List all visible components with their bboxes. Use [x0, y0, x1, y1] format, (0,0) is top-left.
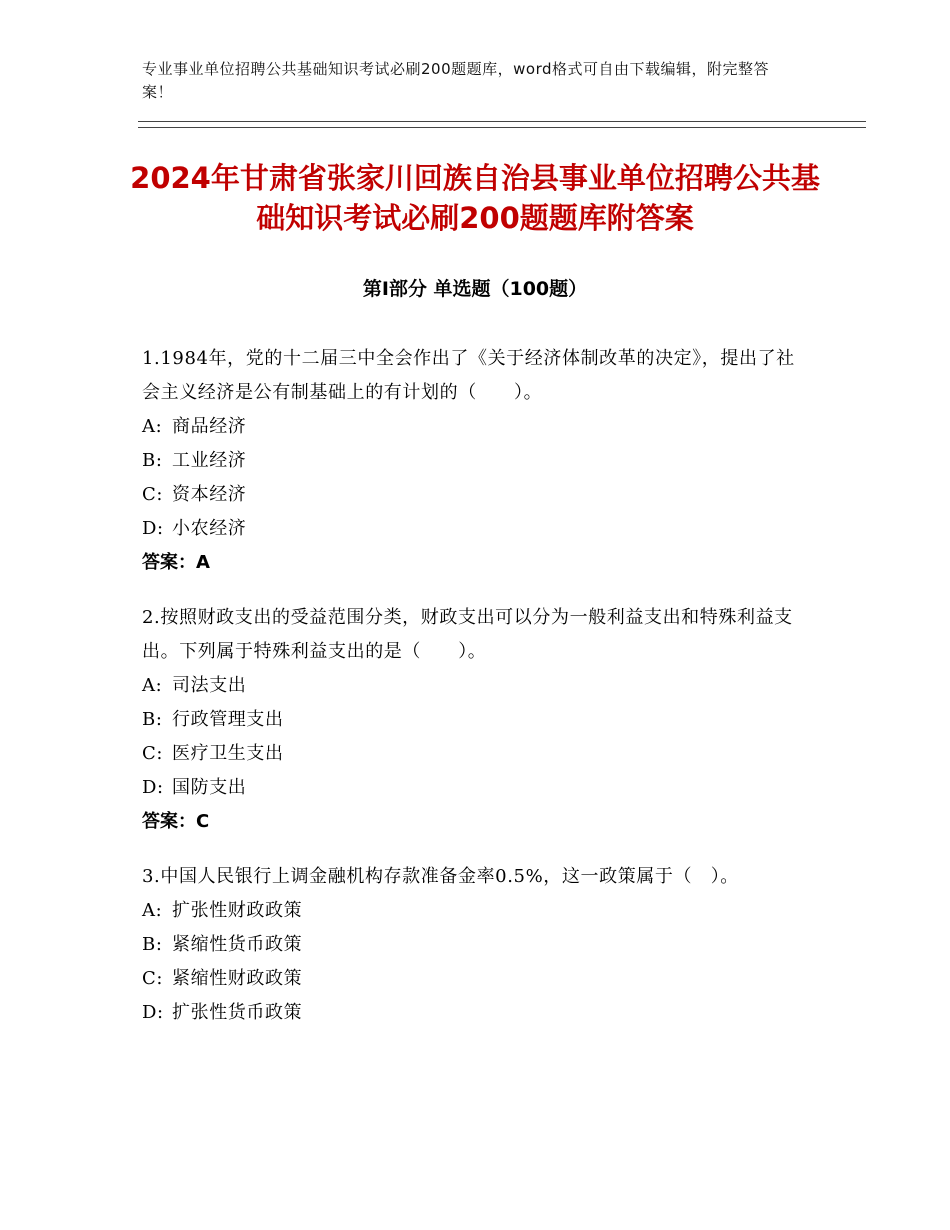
option-text: 紧缩性财政政策 [172, 968, 303, 989]
option-c [142, 962, 802, 996]
option-letter: C: [142, 743, 164, 764]
option-b [142, 703, 802, 737]
option-letter: D: [142, 1002, 164, 1023]
option-b [142, 444, 802, 478]
option-d [142, 771, 802, 805]
header-divider [138, 121, 866, 128]
option-letter: A: [142, 416, 163, 437]
option-text: 小农经济 [172, 518, 247, 539]
header-note: 专业事业单位招聘公共基础知识考试必刷200题题库，word格式可自由下载编辑，附完整答案！ [142, 60, 770, 101]
option-text: 扩张性财政政策 [172, 900, 303, 921]
option-d [142, 996, 802, 1030]
option-a [142, 669, 802, 703]
section-title: 第Ⅰ部分 单选题（100题） [362, 278, 588, 300]
option-text: 医疗卫生支出 [172, 743, 284, 764]
option-text: 扩张性货币政策 [172, 1002, 303, 1023]
document-title: 2024年甘肃省张家川回族自治县事业单位招聘公共基础知识考试必刷200题题库附答案 [130, 161, 820, 235]
option-d [142, 512, 802, 546]
option-b [142, 928, 802, 962]
option-letter: B: [142, 450, 163, 471]
option-c [142, 737, 802, 771]
option-letter: A: [142, 900, 163, 921]
question-3 [142, 860, 802, 1030]
option-text: 紧缩性货币政策 [172, 934, 303, 955]
option-a [142, 894, 802, 928]
question-text: 1.1984年，党的十二届三中全会作出了《关于经济体制改革的决定》，提出了社会主义经济是公有制基础上的有计划的（ ）。 [142, 348, 795, 403]
option-text: 工业经济 [172, 450, 247, 471]
option-letter: C: [142, 968, 164, 989]
question-2 [142, 601, 802, 839]
option-letter: A: [142, 675, 163, 696]
question-text: 3.中国人民银行上调金融机构存款准备金率0.5%，这一政策属于（ ）。 [142, 866, 739, 887]
option-letter: D: [142, 518, 164, 539]
option-text: 商品经济 [172, 416, 247, 437]
option-letter: D: [142, 777, 164, 798]
option-text: 行政管理支出 [172, 709, 284, 730]
option-text: 国防支出 [172, 777, 247, 798]
question-text: 2.按照财政支出的受益范围分类，财政支出可以分为一般利益支出和特殊利益支出。下列属于特殊利益支出的是（ ）。 [142, 607, 793, 662]
option-letter: B: [142, 934, 163, 955]
option-text: 司法支出 [172, 675, 247, 696]
option-letter: C: [142, 484, 164, 505]
answer-text: 答案：C [142, 811, 210, 832]
option-a [142, 410, 802, 444]
answer-text: 答案：A [142, 552, 210, 573]
option-c [142, 478, 802, 512]
option-text: 资本经济 [172, 484, 247, 505]
question-1 [142, 342, 802, 580]
question-list [142, 342, 802, 1051]
option-letter: B: [142, 709, 163, 730]
